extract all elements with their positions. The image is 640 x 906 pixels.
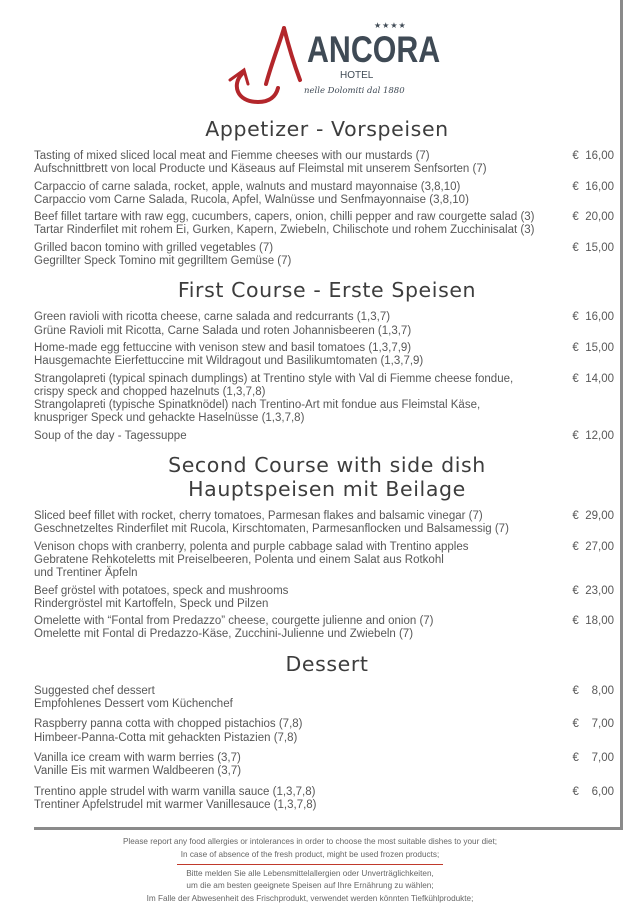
item-name-en: Omelette with “Fontal from Predazzo” cheese, courgette julienne and onion (7) [34,615,434,628]
item-name-de: Gebratene Rehkoteletts mit Preiselbeeren, Polenta und einem Salat aus Rotkohl und Trentiner Äpfeln [34,553,444,580]
item-name-en: Suggested chef dessert [34,684,155,697]
item-description [34,510,566,537]
menu-item [34,752,614,779]
item-name-en: Trentino apple strudel with warm vanilla sauce (1,3,7,8) [34,785,316,798]
item-name-en: Home-made egg fettuccine with venison stew and basil tomatoes (1,3,7,9) [34,341,412,354]
section-title-appetizer: Appetizer - Vorspeisen [205,117,449,141]
menu-item [34,615,614,642]
item-price: € 20,00 [572,211,614,224]
item-description [34,373,566,426]
item-description [34,541,566,581]
item-name-de: Grüne Ravioli mit Ricotta, Carne Salada und roten Johannisbeeren (1,3,7) [34,324,412,337]
item-description [34,150,566,177]
item-name-de: Empfohlenes Dessert vom Küchenchef [34,698,233,711]
second-course-list [34,510,614,642]
item-price: € 16,00 [572,150,614,162]
item-description [34,585,566,612]
notice-line: Im Falle der Abwesenheit des Frischprodukt, verwendet werden könnten Tiefkühlprodukte; [146,894,474,904]
item-description [34,211,566,238]
first-course-list [34,311,614,443]
menu-item [34,541,614,581]
allergy-notice [0,830,620,906]
item-name-en: Tasting of mixed sliced local meat and Fiemme cheeses with our mustards (7) [34,150,430,162]
logo-name: ANCORA [307,29,441,70]
menu-item [34,373,614,426]
menu-item [34,242,614,269]
menu-item [34,181,614,208]
item-description [34,615,566,642]
notice-line: Please report any food allergies or intolerances in order to choose the most suitable dishes to your diet; [122,837,498,847]
dessert-list [34,685,614,812]
item-name-en: Soup of the day - Tagessuppe [34,429,187,442]
item-description [34,311,566,338]
menu-page [34,0,623,830]
item-description [34,181,566,208]
menu-item [34,718,614,745]
item-price: € 15,00 [572,241,614,254]
hotel-logo [222,21,441,107]
section-title-dessert: Dessert [285,651,369,676]
item-name-en: Sliced beef fillet with rocket, cherry tomatoes, Parmesan flakes and balsamic vinegar (7) [34,510,483,523]
item-price: € 12,00 [572,429,614,442]
menu-item [34,786,614,813]
menu-item [34,585,614,612]
item-name-de: Gegrillter Speck Tomino mit gegrilltem Gemüse (7) [34,255,292,268]
item-name-en: Carpaccio of carne salada, rocket, apple, walnuts and mustard mayonnaise (3,8,10) [34,180,461,193]
item-name-en: Green ravioli with ricotta cheese, carne salada and redcurrants (1,3,7) [34,311,391,324]
menu-item [34,430,614,443]
item-description [34,786,566,813]
notice-line-underlined: In case of absence of the fresh product, might be used frozen products; [177,849,444,865]
item-name-de: Aufschnittbrett von local Producte und Käseaus auf Fleimstal mit unserem Senfsorten (7) [34,163,487,176]
menu-item [34,685,614,712]
item-name-en: Vanilla ice cream with warm berries (3,7) [34,751,241,764]
logo-tagline: nelle Dolomiti dal 1880 [304,86,405,96]
menu-item [34,342,614,369]
item-description [34,430,566,443]
item-price: € 23,00 [572,584,614,597]
item-price: € 15,00 [572,341,614,354]
menu-item [34,150,614,177]
item-name-de: Himbeer-Panna-Cotta mit gehackten Pistazien (7,8) [34,731,298,744]
item-description [34,718,566,745]
item-name-de: Geschnetzeltes Rinderfilet mit Rucola, Kirschtomaten, Parmesanflocken und Balsamessig (7) [34,523,509,536]
item-price: € 6,00 [572,785,614,798]
item-price: € 14,00 [572,372,614,385]
item-price: € 16,00 [572,180,614,193]
item-name-en: Beef gröstel with potatoes, speck and mushrooms [34,584,289,597]
item-name-en: Beef fillet tartare with raw egg, cucumbers, capers, onion, chilli pepper and raw courgette salad (3) [34,211,535,224]
item-price: € 27,00 [572,540,614,553]
logo-hotel: HOTEL [340,70,374,81]
section-title-en: Second Course with side dish [168,453,486,478]
item-price: € 7,00 [572,718,614,731]
item-price: € 16,00 [572,311,614,324]
logo-mark-icon [222,22,312,107]
menu-item [34,311,614,338]
item-name-en: Strangolapreti (typical spinach dumplings) at Trentino style with Val di Fiemme cheese fondue, crispy speck and chopped hazelnuts (1,3,7,8) [34,372,514,398]
notice-line: Bitte melden Sie alle Lebensmittelallergien oder Unverträglichkeiten, [186,868,434,878]
item-name-en: Venison chops with cranberry, polenta and purple cabbage salad with Trentino apples [34,540,469,553]
item-description [34,685,566,712]
item-name-de: Rindergröstel mit Kartoffeln, Speck und Pilzen [34,597,269,610]
item-name-de: Carpaccio vom Carne Salada, Rucola, Apfel, Walnüsse und Senfmayonnaise (3,8,10) [34,193,469,206]
item-name-de: Strangolapreti (typische Spinatknödel) nach Trentino-Art mit fondue aus Fleimstal Käse, knuspriger Speck und gehackte Haselnüsse (1,3,7,8) [34,399,481,425]
notice-line: um die am besten geeignete Speisen auf Ihre Ernährung zu wählen; [186,881,434,891]
item-price: € 7,00 [572,751,614,764]
item-price: € 18,00 [572,615,614,628]
item-name-de: Tartar Rinderfilet mit rohem Ei, Gurken, Kapern, Zwiebeln, Chilischote und rohem Zucchinisalat (3) [34,224,535,237]
section-title-second-course [34,453,620,501]
item-name-de: Hausgemachte Eierfettuccine mit Wildragout und Basilikumtomaten (1,3,7,9) [34,355,424,368]
logo-stars: ★★★★ [374,21,407,30]
item-description [34,342,566,369]
appetizer-list [34,150,614,268]
menu-item [34,510,614,537]
item-name-de: Vanille Eis mit warmen Waldbeeren (3,7) [34,765,242,778]
item-description [34,752,566,779]
menu-item [34,211,614,238]
item-name-en: Grilled bacon tomino with grilled vegetables (7) [34,241,274,254]
item-description [34,242,566,269]
section-title-de: Hauptspeisen mit Beilage [188,477,466,502]
item-name-de: Trentiner Apfelstrudel mit warmer Vanillesauce (1,3,7,8) [34,798,317,811]
item-price: € 8,00 [572,684,614,697]
item-name-de: Omelette mit Fontal di Predazzo-Käse, Zucchini-Julienne und Zwiebeln (7) [34,628,414,641]
section-title-first-course: First Course - Erste Speisen [177,278,477,303]
item-name-en: Raspberry panna cotta with chopped pistachios (7,8) [34,718,303,731]
item-price: € 29,00 [572,510,614,523]
